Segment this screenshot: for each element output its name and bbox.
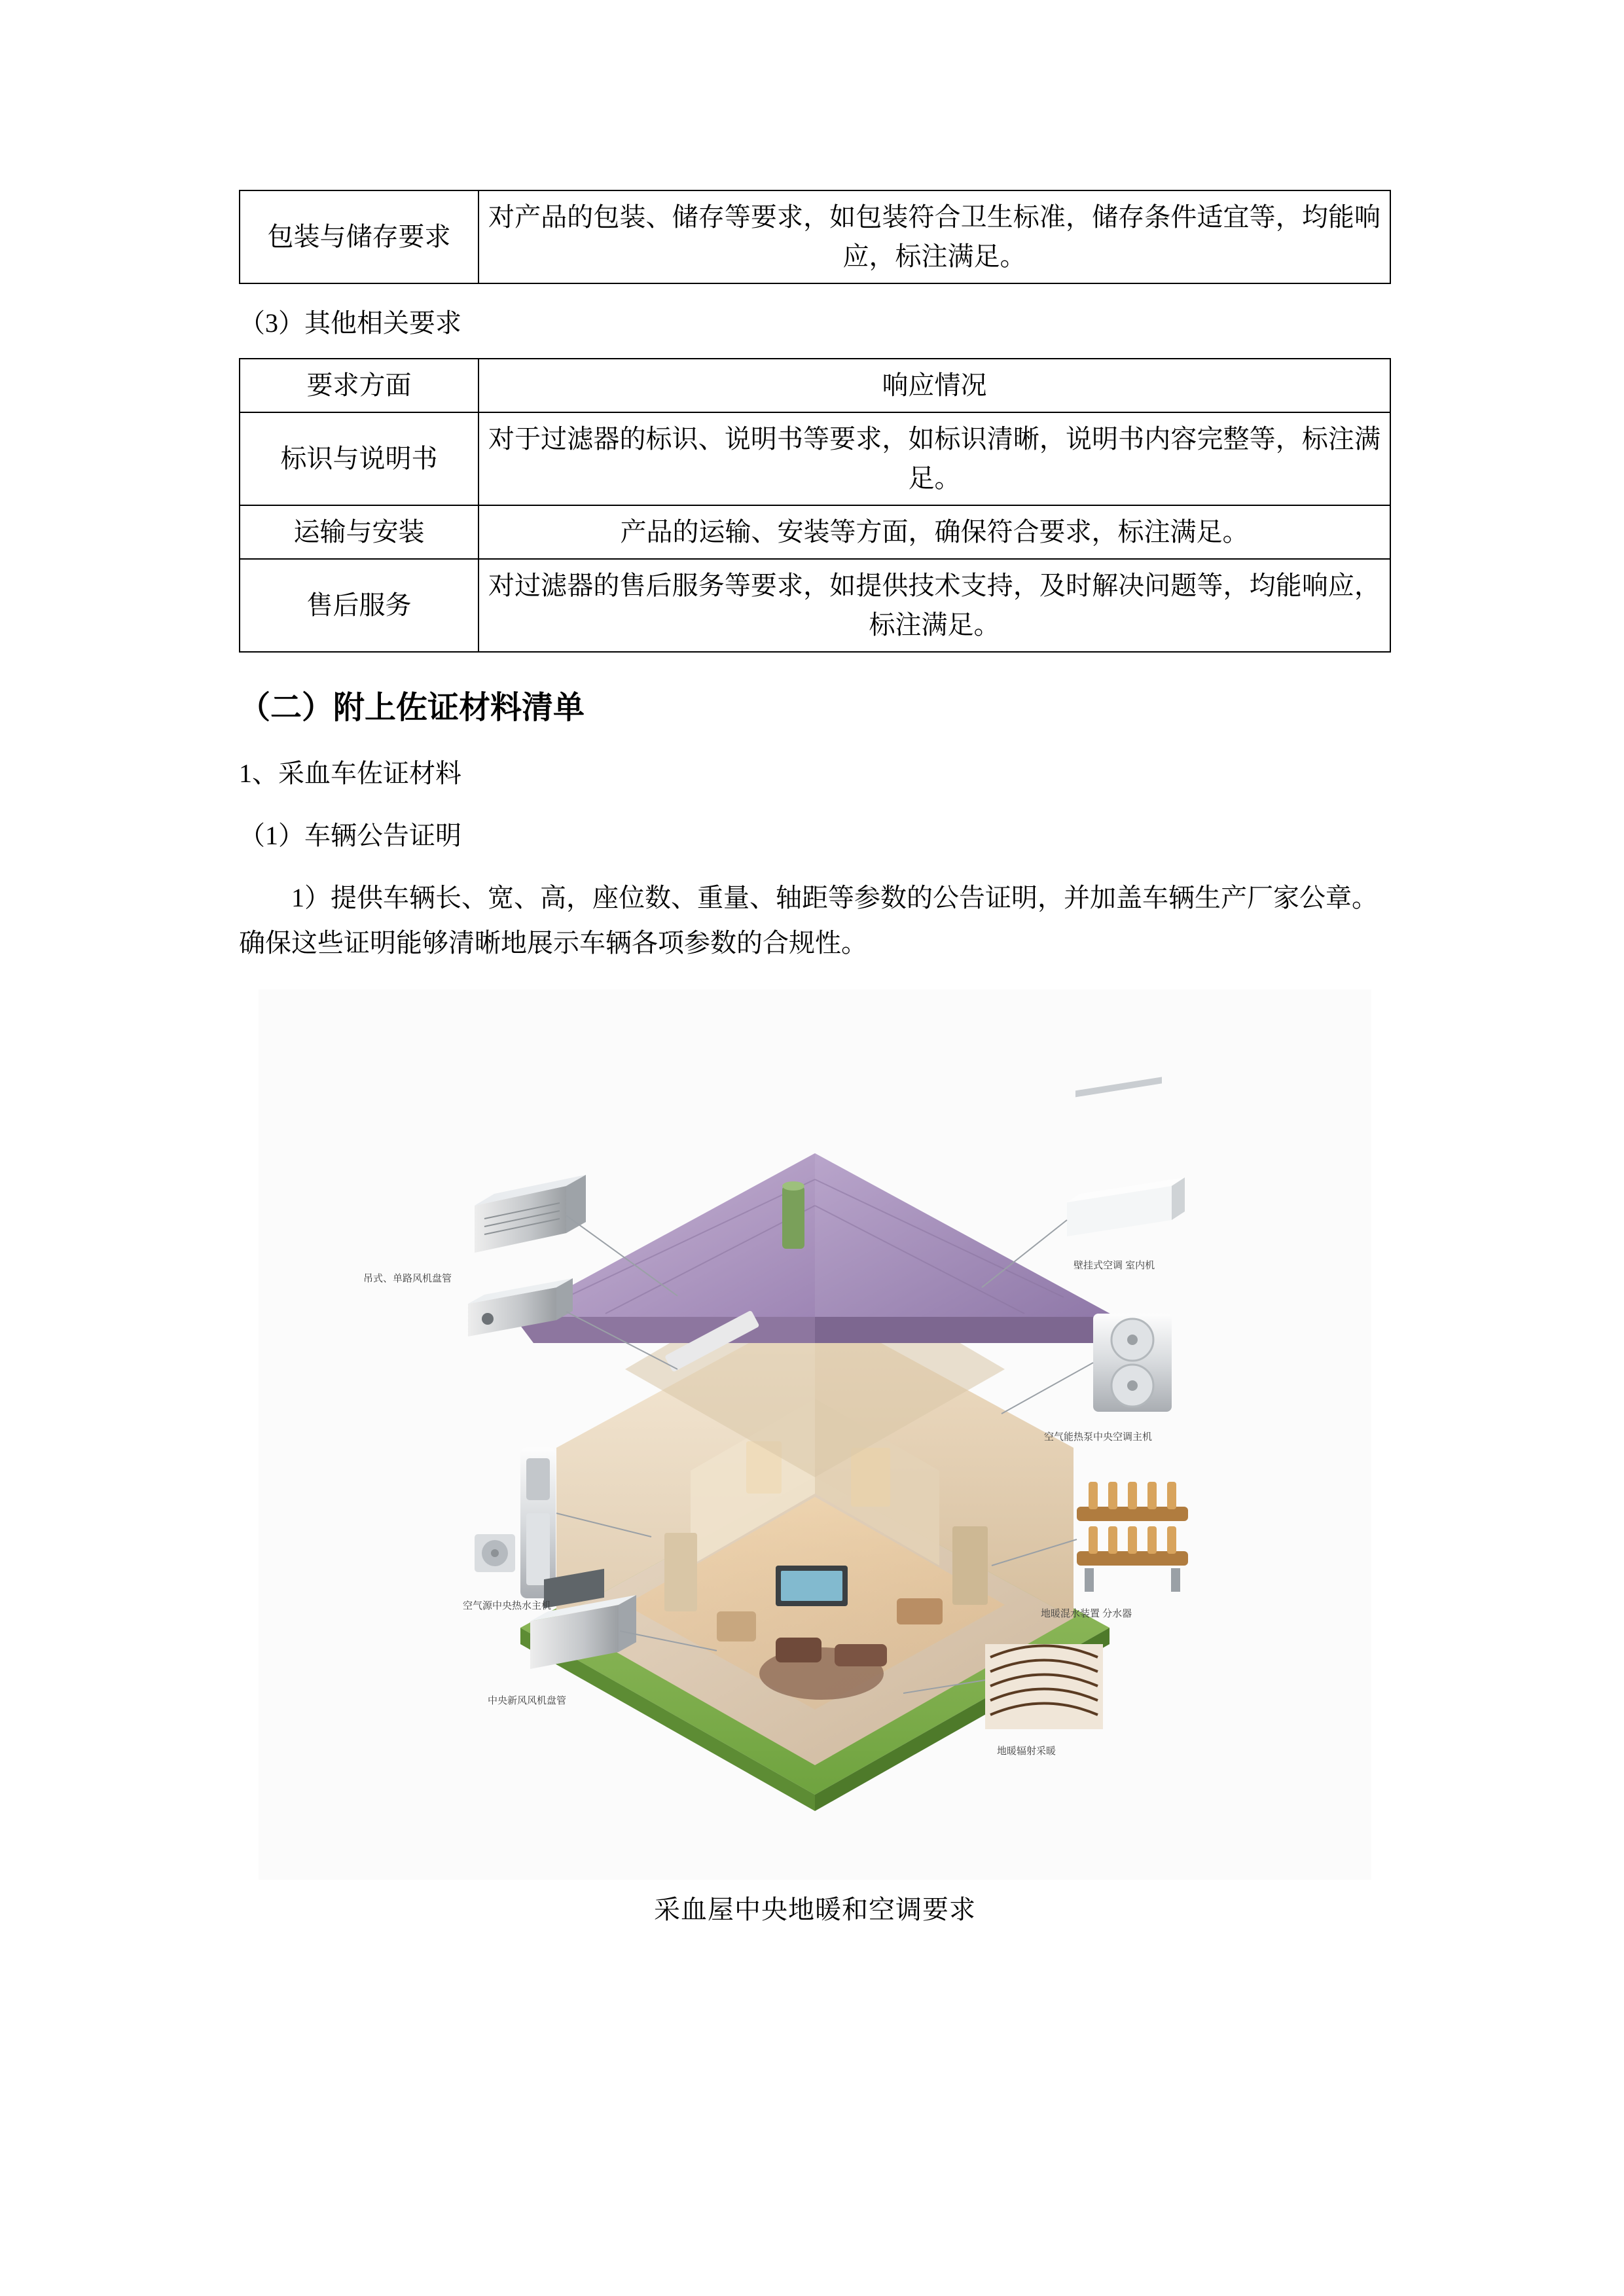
paragraph-vehicle-parameters: 1）提供车辆长、宽、高，座位数、重量、轴距等参数的公告证明，并加盖车辆生产厂家公章。确保这些证明能够清晰地展示车辆各项参数的合规性。 <box>239 882 1378 958</box>
sub-heading-blood-vehicle: 1、采血车佐证材料 <box>239 759 461 789</box>
heading-evidence-list: （二）附上佐证材料清单 <box>239 690 585 725</box>
header-response-status: 响应情况 <box>478 359 1390 412</box>
label-mixing-manifold: 地暖混水装置 分水器 <box>1041 1607 1132 1619</box>
header-requirement-aspect: 要求方面 <box>240 359 478 412</box>
figure-caption: 采血屋中央地暖和空调要求 <box>654 1894 976 1924</box>
sub-heading-vehicle-announcement: （1）车辆公告证明 <box>239 821 461 851</box>
label-radiant-floor-heating: 地暖辐射采暖 <box>997 1745 1056 1757</box>
row-value-packaging: 对产品的包装、储存等要求，如包装符合卫生标准，储存条件适宜等，均能响应，标注满足。 <box>478 190 1390 283</box>
label-air-source-water-heater: 空气源中央热水主机 <box>463 1600 552 1611</box>
row-label-transport-install: 运输与安装 <box>240 505 478 559</box>
row-label-packaging: 包装与储存要求 <box>240 190 478 283</box>
row-value-after-sales: 对过滤器的售后服务等要求，如提供技术支持，及时解决问题等，均能响应，标注满足。 <box>478 559 1390 652</box>
table-packaging-storage <box>239 190 1391 284</box>
figure-block <box>239 990 1391 1926</box>
table-header-row <box>240 359 1390 412</box>
label-central-fresh-air-unit: 中央新风风机盘管 <box>488 1695 567 1706</box>
table-row <box>240 559 1390 652</box>
row-label-after-sales: 售后服务 <box>240 559 478 652</box>
table-row <box>240 190 1390 283</box>
label-heat-pump-main-unit: 空气能热泵中央空调主机 <box>1044 1431 1153 1443</box>
row-label-marking-manual: 标识与说明书 <box>240 412 478 505</box>
device-heat-pump-outdoor <box>1093 1314 1172 1412</box>
label-ducted-fan-coil: 吊式、单路风机盘管 <box>363 1272 452 1284</box>
table-row <box>240 412 1390 505</box>
figure-image <box>259 990 1371 1880</box>
table-other-requirements <box>239 358 1391 653</box>
table-row <box>240 505 1390 559</box>
device-floor-heating-panel <box>985 1644 1103 1729</box>
row-value-transport-install: 产品的运输、安装等方面，确保符合要求，标注满足。 <box>478 505 1390 559</box>
house-hvac-illustration <box>259 990 1371 1880</box>
label-wall-mounted-ac: 壁挂式空调 室内机 <box>1074 1259 1155 1271</box>
row-value-marking-manual: 对于过滤器的标识、说明书等要求，如标识清晰，说明书内容完整等，标注满足。 <box>478 412 1390 505</box>
page-content <box>239 190 1391 1926</box>
section-other-requirements-title: （3）其他相关要求 <box>239 308 461 338</box>
